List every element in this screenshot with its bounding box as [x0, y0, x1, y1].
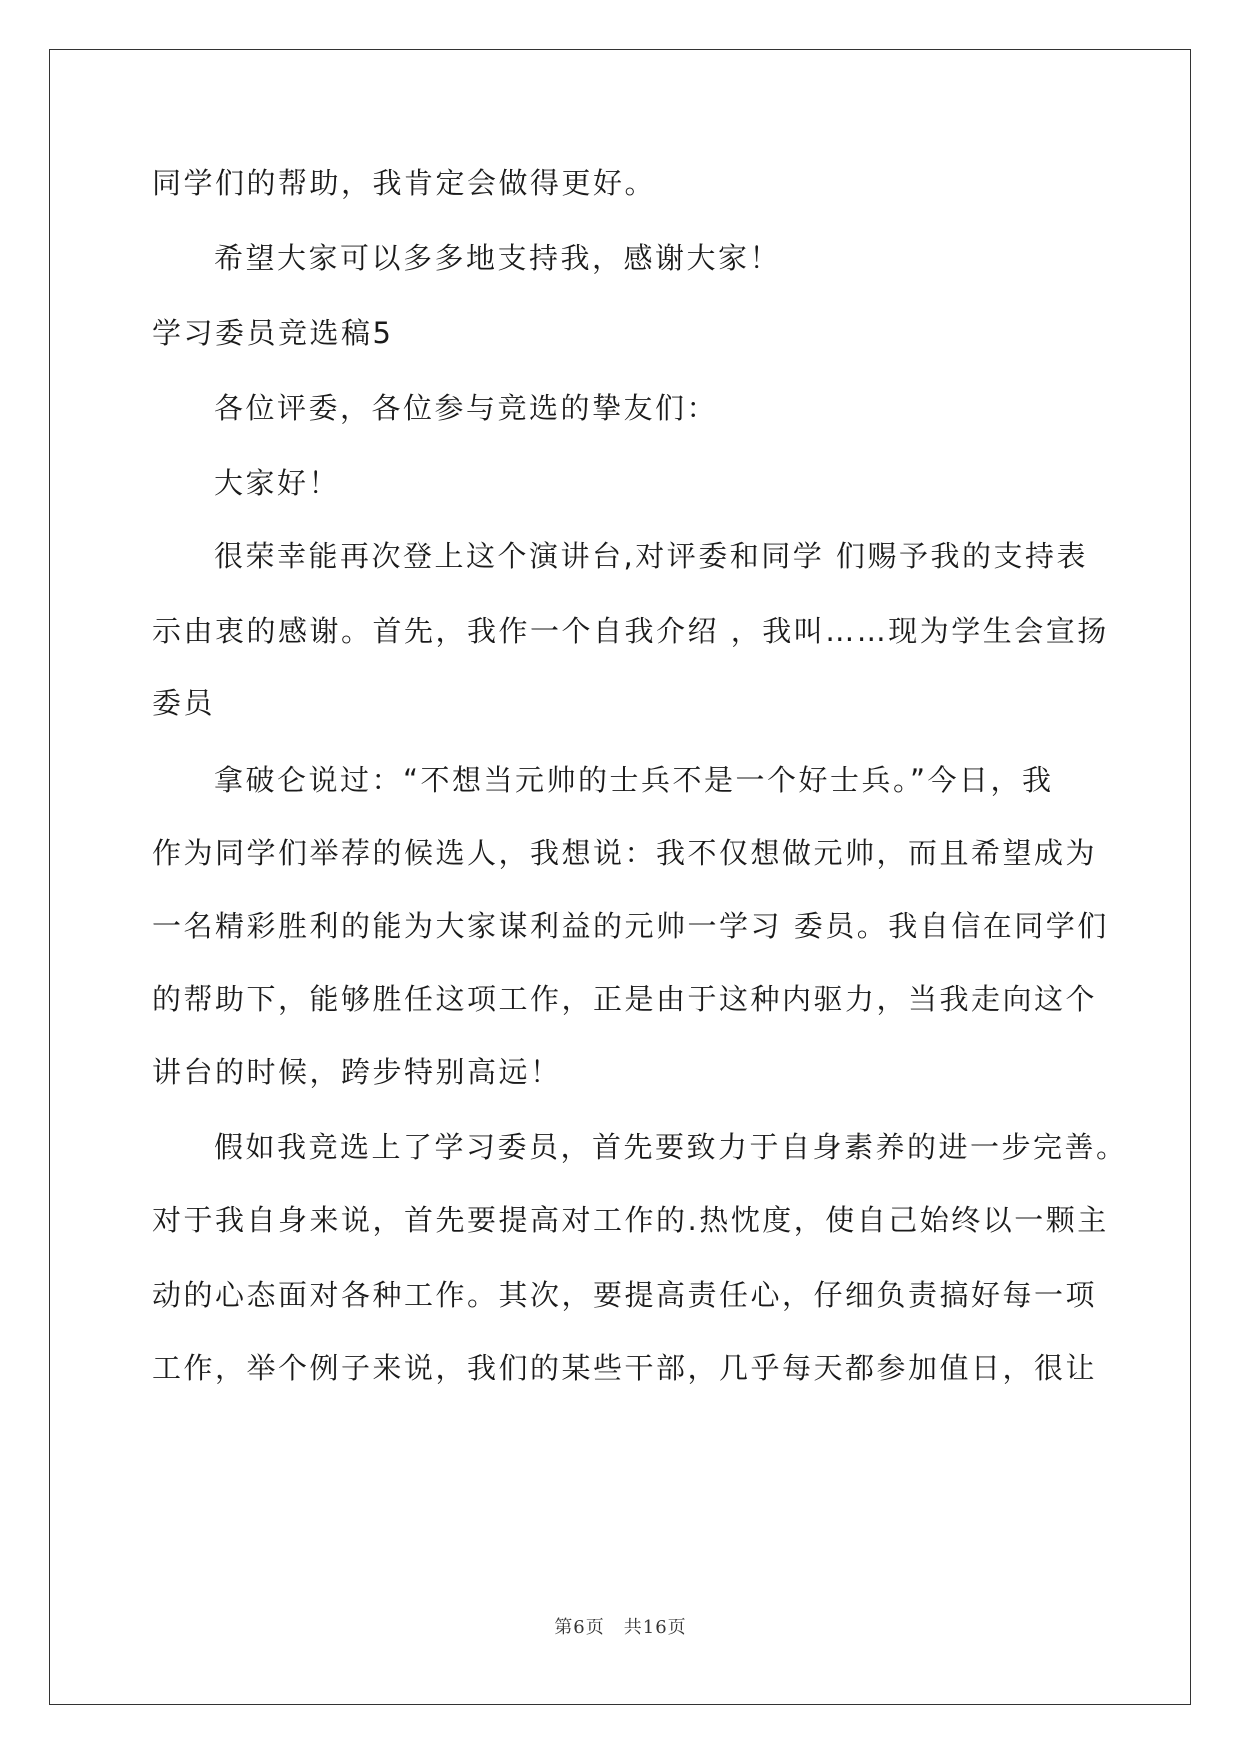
text-line: 拿破仑说过：“不想当元帅的士兵不是一个好士兵。”今日，我 — [214, 763, 1054, 797]
text-line: 工作，举个例子来说，我们的某些干部，几乎每天都参加值日，很让 — [152, 1351, 1098, 1385]
text-line: 讲台的时候，跨步特别高远！ — [152, 1055, 562, 1089]
text-line: 一名精彩胜利的能为大家谋利益的元帅一学习 委员。我自信在同学们 — [152, 909, 1109, 943]
text-line: 假如我竞选上了学习委员，首先要致力于自身素养的进一步完善。 — [214, 1130, 1128, 1164]
page-number: 第6页 共16页 — [554, 1617, 687, 1638]
section-heading: 学习委员竞选稿5 — [152, 316, 394, 350]
text-line: 对于我自身来说，首先要提高对工作的.热忱度，使自己始终以一颗主 — [152, 1203, 1109, 1237]
text-line: 很荣幸能再次登上这个演讲台,对评委和同学 们赐予我的支持表 — [214, 539, 1088, 573]
text-line: 同学们的帮助，我肯定会做得更好。 — [152, 166, 657, 200]
text-line: 希望大家可以多多地支持我，感谢大家！ — [214, 241, 782, 275]
text-line: 动的心态面对各种工作。其次，要提高责任心，仔细负责搞好每一项 — [152, 1278, 1098, 1312]
text-line: 各位评委，各位参与竞选的挚友们： — [214, 391, 719, 425]
text-line: 委员 — [152, 686, 216, 720]
text-line: 大家好！ — [214, 466, 341, 500]
text-line: 的帮助下，能够胜任这项工作，正是由于这种内驱力，当我走向这个 — [152, 982, 1098, 1016]
text-line: 作为同学们举荐的候选人，我想说：我不仅想做元帅，而且希望成为 — [152, 836, 1098, 870]
page-border — [49, 49, 1191, 1705]
text-line: 示由衷的感谢。首先，我作一个自我介绍 ，我叫……现为学生会宣扬 — [152, 614, 1109, 648]
